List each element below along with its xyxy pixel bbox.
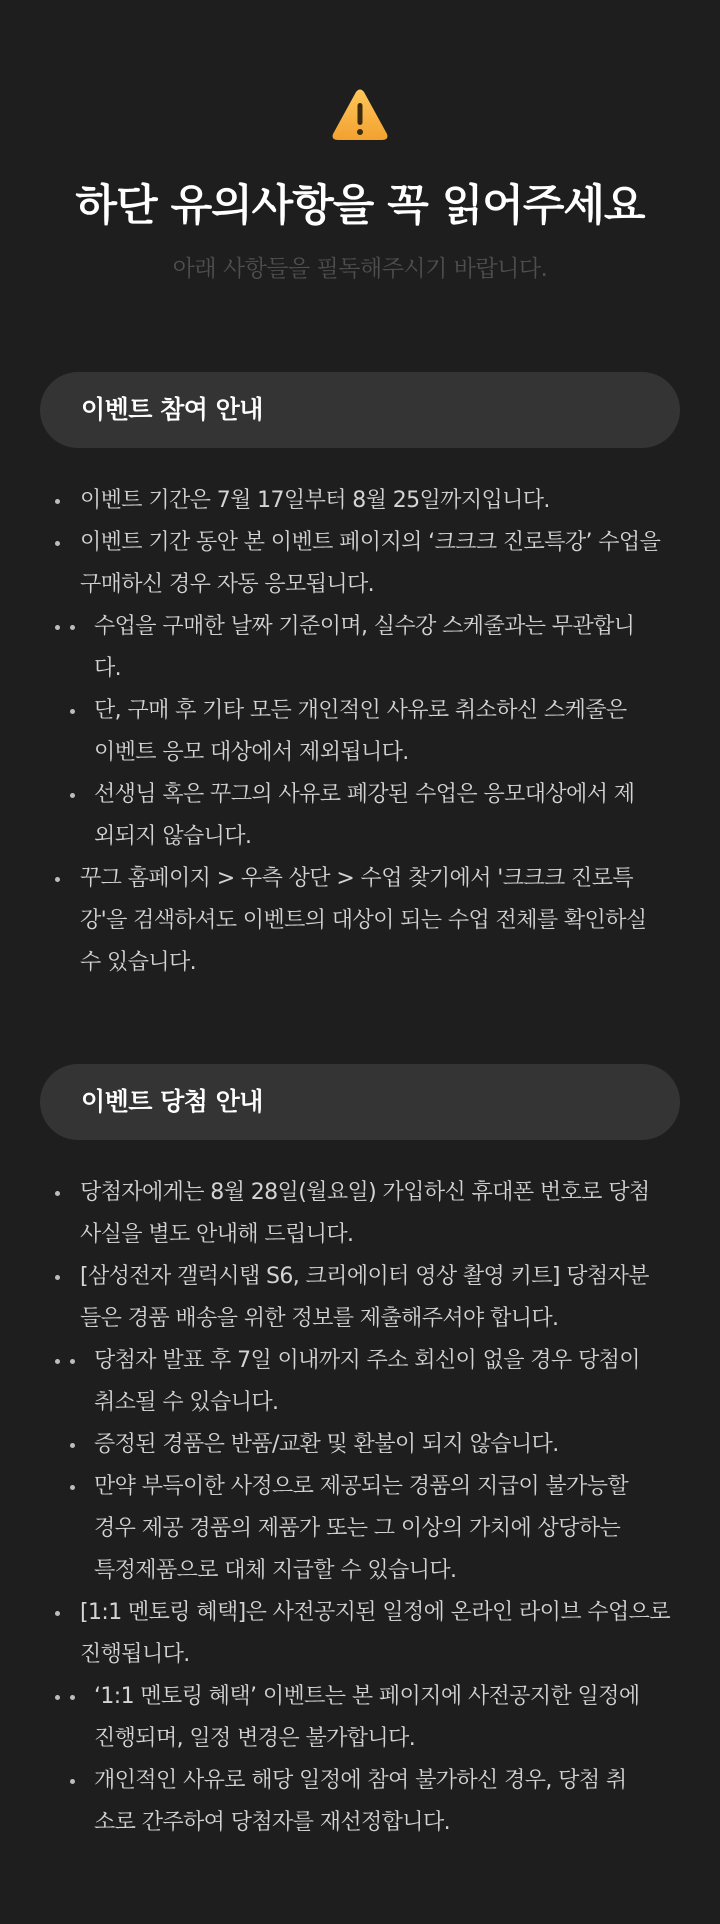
item-text: 진행됩니다. [80, 1642, 190, 1667]
item-text: 사실을 별도 안내해 드립니다. [80, 1222, 354, 1247]
item-text: 외되지 않습니다. [94, 824, 252, 849]
sub-list-item [54, 690, 684, 774]
sub-list [54, 606, 684, 858]
sub-list-wrapper [54, 1676, 684, 1844]
item-text: 만약 부득이한 사정으로 제공되는 경품의 지급이 불가능할 [94, 1474, 629, 1499]
participation-list [54, 480, 684, 984]
item-text: 이벤트 기간은 7월 17일부터 8월 25일까지입니다. [80, 488, 550, 513]
list-item [54, 1592, 684, 1676]
winner-list [54, 1172, 684, 1844]
item-text: 이벤트 응모 대상에서 제외됩니다. [94, 740, 409, 765]
item-text: 단, 구매 후 기타 모든 개인적인 사유로 취소하신 스케줄은 [94, 698, 627, 723]
list-item [54, 1256, 684, 1340]
sub-list-item [54, 774, 684, 858]
item-text: 강'을 검색하셔도 이벤트의 대상이 되는 수업 전체를 확인하실 [80, 908, 647, 933]
item-text: 이벤트 기간 동안 본 이벤트 페이지의 ‘크크크 진로특강’ 수업을 [80, 530, 661, 555]
warning-icon [331, 88, 389, 142]
sub-list [54, 1340, 684, 1592]
sub-list-wrapper [54, 606, 684, 858]
list-item [54, 480, 684, 522]
list-item [54, 522, 684, 606]
sub-list-item [54, 606, 684, 690]
item-text: 경우 제공 경품의 제품가 또는 그 이상의 가치에 상당하는 [94, 1516, 621, 1541]
item-text: [1:1 멘토링 혜택]은 사전공지된 일정에 온라인 라이브 수업으로 [80, 1600, 670, 1625]
sub-list-item [54, 1466, 684, 1592]
item-text: 다. [94, 656, 122, 681]
item-text: 꾸그 홈페이지 > 우측 상단 > 수업 찾기에서 '크크크 진로특 [80, 866, 633, 891]
item-text: 당첨자에게는 8월 28일(월요일) 가입하신 휴대폰 번호로 당첨 [80, 1180, 650, 1205]
sub-list-item [54, 1340, 684, 1424]
item-text: 수 있습니다. [80, 950, 197, 975]
list-item [54, 1172, 684, 1256]
item-text: ‘1:1 멘토링 혜택’ 이벤트는 본 페이지에 사전공지한 일정에 [94, 1684, 640, 1709]
sub-list-item [54, 1424, 684, 1466]
item-text: 들은 경품 배송을 위한 정보를 제출해주셔야 합니다. [80, 1306, 559, 1331]
sub-list [54, 1676, 684, 1844]
item-text: [삼성전자 갤럭시탭 S6, 크리에이터 영상 촬영 키트] 당첨자분 [80, 1264, 649, 1289]
section-header-winner: 이벤트 당첨 안내 [40, 1064, 680, 1140]
item-text: 당첨자 발표 후 7일 이내까지 주소 회신이 없을 경우 당첨이 [94, 1348, 640, 1373]
item-text: 개인적인 사유로 해당 일정에 참여 불가하신 경우, 당첨 취 [94, 1768, 627, 1793]
item-text: 수업을 구매한 날짜 기준이며, 실수강 스케줄과는 무관합니 [94, 614, 635, 639]
sub-list-wrapper [54, 1340, 684, 1592]
sub-list-item [54, 1760, 684, 1844]
item-text: 증정된 경품은 반품/교환 및 환불이 되지 않습니다. [94, 1432, 559, 1457]
page-title: 하단 유의사항을 꼭 읽어주세요 [75, 181, 645, 231]
item-text: 특정제품으로 대체 지급할 수 있습니다. [94, 1558, 457, 1583]
item-text: 구매하신 경우 자동 응모됩니다. [80, 572, 375, 597]
item-text: 진행되며, 일정 변경은 불가합니다. [94, 1726, 416, 1751]
section-header-participation: 이벤트 참여 안내 [40, 372, 680, 448]
list-item [54, 858, 684, 984]
item-text: 소로 간주하여 당첨자를 재선정합니다. [94, 1810, 451, 1835]
item-text: 취소될 수 있습니다. [94, 1390, 279, 1415]
sub-list-item [54, 1676, 684, 1760]
item-text: 선생님 혹은 꾸그의 사유로 폐강된 수업은 응모대상에서 제 [94, 782, 635, 807]
page-subtitle: 아래 사항들을 필독해주시기 바랍니다. [172, 256, 548, 282]
